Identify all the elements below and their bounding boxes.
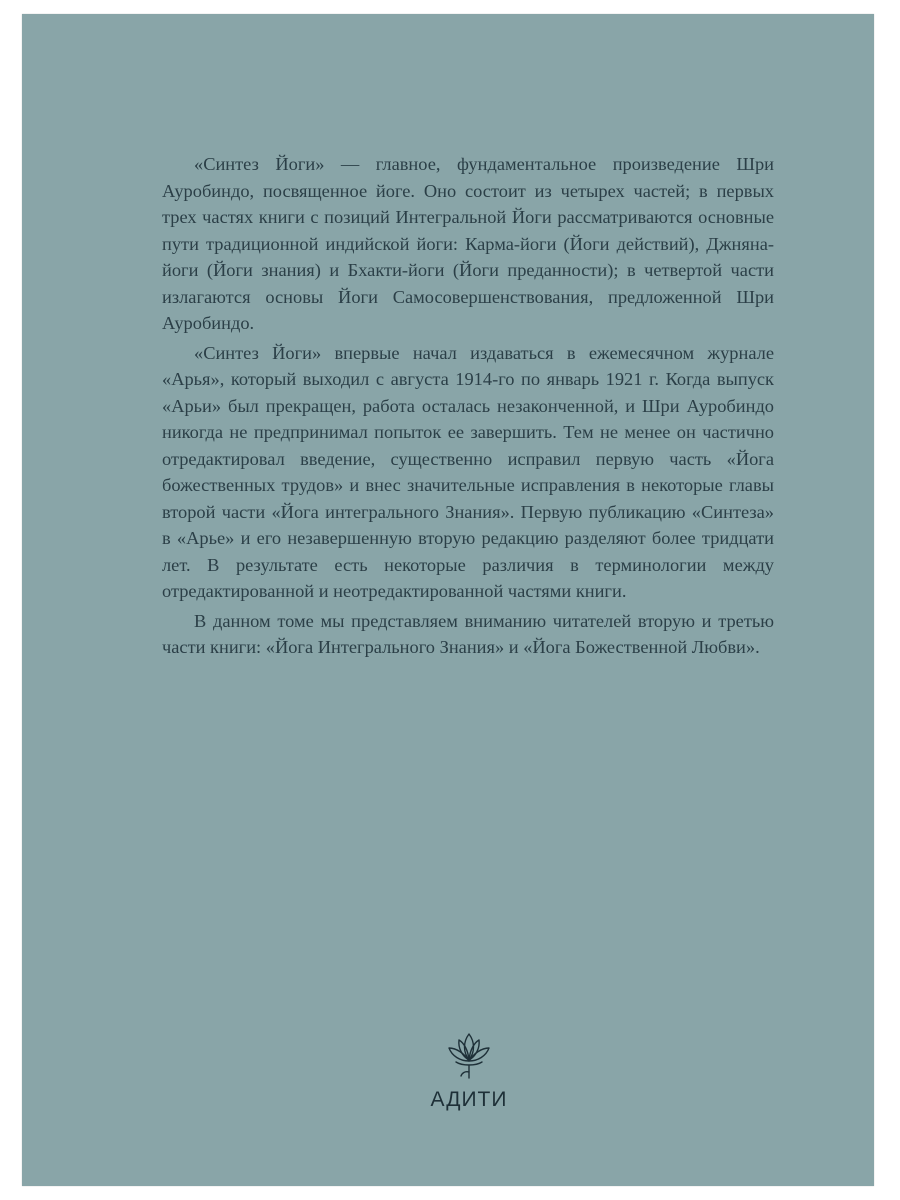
publisher-logo — [426, 1030, 512, 1120]
annotation-paragraph: «Синтез Йоги» — главное, фундаментальное произведение Шри Ауробиндо, посвященное йоге. Оно состоит из четырех частей; в первых трех частях книги с позиций Интегральной Йоги рассматриваются основные пути традиционной индийской йоги: Карма-йоги (Йоги действий), Джняна-йоги (Йоги знания) и Бхакти-йоги (Йоги преданности); в четвертой части излагаются основы Йоги Самосовершенствования, предложенной Шри Ауробиндо. — [162, 154, 774, 333]
book-back-cover — [22, 14, 874, 1186]
lotus-icon — [442, 1030, 496, 1082]
annotation-text — [162, 151, 774, 661]
annotation-paragraph: В данном томе мы представляем вниманию читателей вторую и третью части книги: «Йога Интегрального Знания» и «Йога Божественной Любви». — [162, 610, 774, 657]
publisher-name: АДИТИ — [430, 1088, 508, 1111]
annotation-paragraph: «Синтез Йоги» впервые начал издаваться в ежемесячном журнале «Арья», который выходил с августа 1914-го по январь 1921 г. Когда выпуск «Арьи» был прекращен, работа осталась незаконченной, и Шри Ауробиндо никогда не предпринимал попыток ее завершить. Тем не менее он частично отредактировал введение, существенно исправил первую часть «Йога божественных трудов» и внес значительные исправления в некоторые главы второй части «Йога интегрального Знания». Первую публикацию «Синтеза» в «Арье» и его незавершенную вторую редакцию разделяют более тридцати лет. В результате есть некоторые различия в терминологии между отредактированной и неотредактированной частями книги. — [162, 342, 774, 601]
